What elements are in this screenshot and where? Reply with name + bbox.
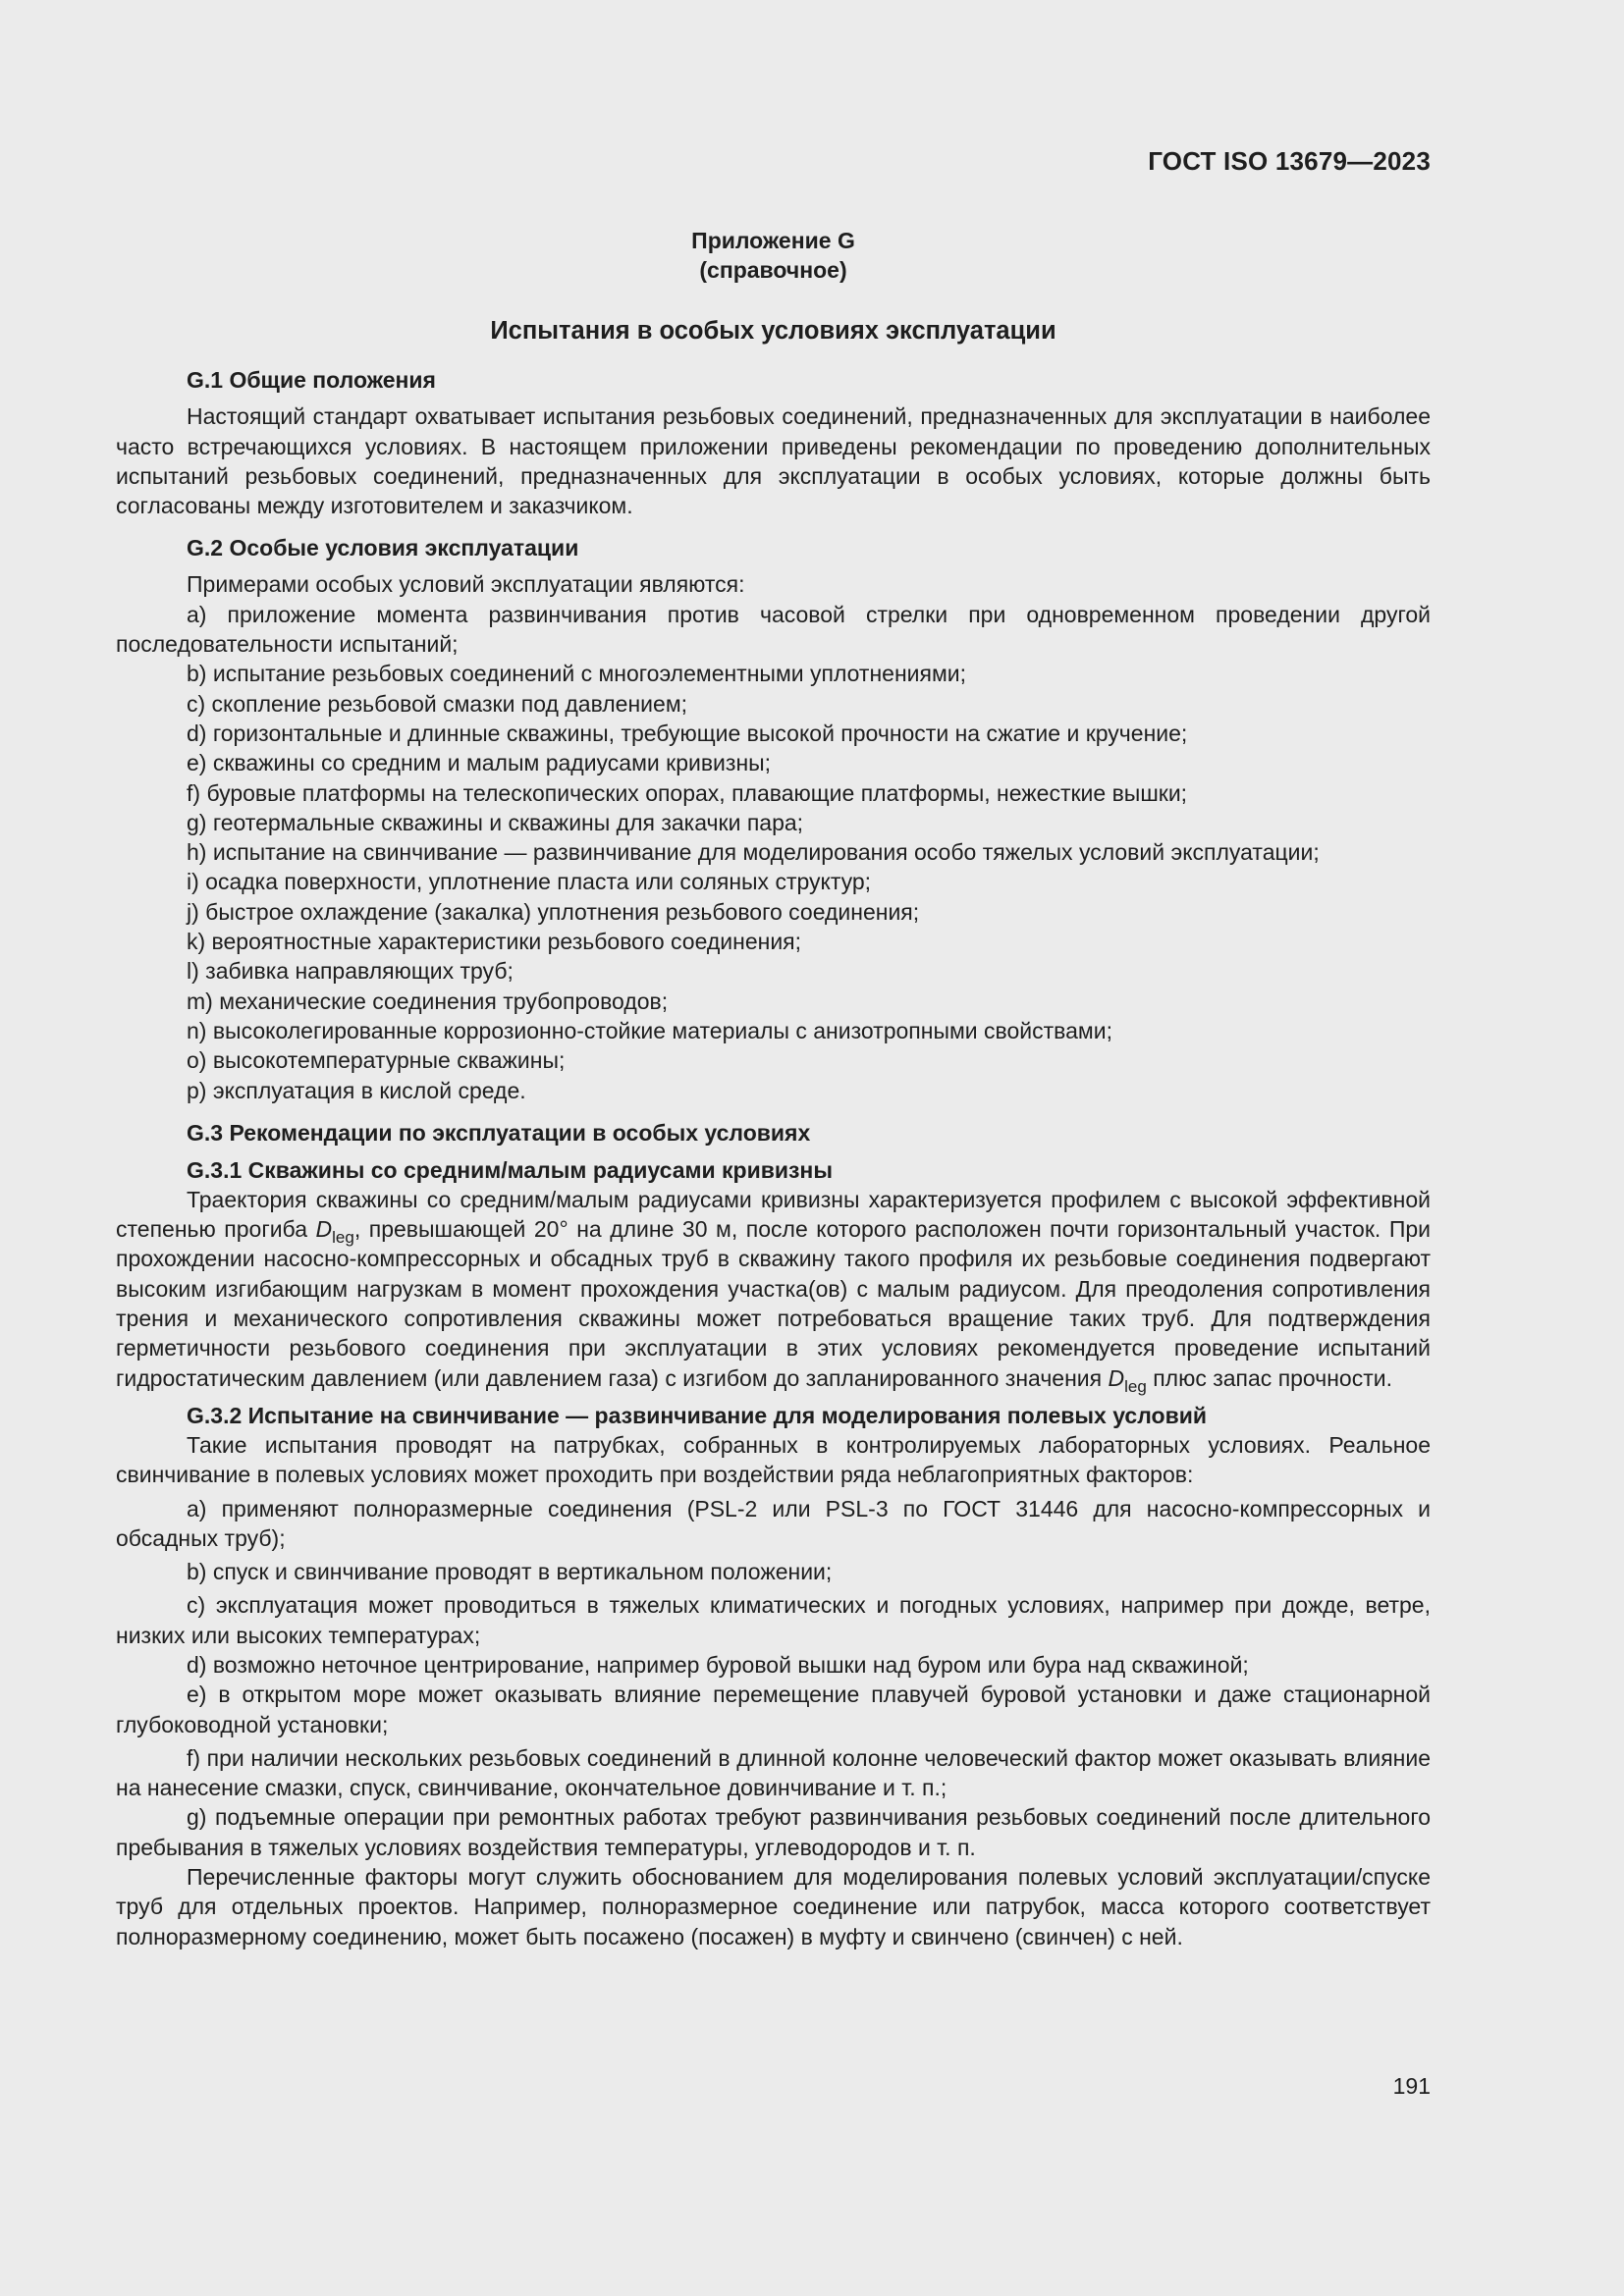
field-factors-list [116,1494,1431,1863]
list-item: g) геотермальные скважины и скважины для закачки пара; [187,809,804,835]
list-item: f) буровые платформы на телескопических опорах, плавающие платформы, нежесткие вышки; [187,779,1188,806]
document-designation: ГОСТ ISO 13679—2023 [1148,146,1431,176]
page-title: Испытания в особых условиях эксплуатации [490,317,1056,345]
appendix-heading [116,226,1431,285]
list-item: b) спуск и свинчивание проводят в вертикальном положении; [187,1559,833,1585]
list-item: i) осадка поверхности, уплотнение пласта или соляных структур; [187,869,872,895]
list-item: j) быстрое охлаждение (закалка) уплотнения резьбового соединения; [187,898,920,925]
section-g2-intro: Примерами особых условий эксплуатации являются: [187,571,745,598]
list-item: o) высокотемпературные скважины; [187,1047,566,1074]
list-item: d) возможно неточное центрирование, например буровой вышки над буром или бура над скважиной; [187,1651,1249,1678]
list-item: l) забивка направляющих труб; [187,958,514,985]
page-number: 191 [1392,2073,1431,2099]
list-item: c) скопление резьбовой смазки под давлением; [187,690,688,717]
appendix-label: Приложение G [691,228,855,253]
list-item: d) горизонтальные и длинные скважины, требующие высокой прочности на сжатие и кручение; [187,720,1188,746]
list-item: n) высоколегированные коррозионно-стойкие материалы с анизотропными свойствами; [187,1017,1112,1043]
list-item: b) испытание резьбовых соединений с многоэлементными уплотнениями; [187,661,967,687]
section-g31-text: Траектория скважины со средним/малым радиусами кривизны характеризуется профилем с высокой эффективной степенью прогиба $D_{leg}$, превышающей 20° на длине 30 м, после которого расположен почти горизонтальный участок. При прохождении насосно-компрессорных и обсадных труб в скважину такого профиля их резьбовые соединения подвергают высоким изгибающим нагрузкам в момент прохождения участка(ов) с малым радиусом. Для преодоления сопротивления трения и механического сопротивления скважины может потребоваться вращение таких труб. Для подтверждения герметичности резьбового соединения при эксплуатации в этих условиях рекомендуется проведение испытаний гидростатическим давлением (или давлением газа) с изгибом до запланированного значения $D_{leg}$ плюс запас прочности. [116,1186,1431,1396]
section-g1-heading: G.1 Общие положения [187,367,436,394]
list-item: a) приложение момента развинчивания против часовой стрелки при одновременном проведении другой последовательности испытаний; [116,601,1431,658]
section-g3-heading: G.3 Рекомендации по эксплуатации в особых условиях [187,1119,811,1146]
section-g31-heading: G.3.1 Скважины со средним/малым радиусами кривизны [187,1156,833,1183]
list-item: p) эксплуатация в кислой среде. [187,1077,526,1103]
list-item: e) скважины со средним и малым радиусами кривизны; [187,750,772,776]
section-g32-conclusion: Перечисленные факторы могут служить обоснованием для моделирования полевых условий эксплуатации/спуске труб для отдельных проектов. Например, полноразмерное соединение или патрубок, масса которого соответствует полноразмерному соединению, может быть посажено (посажен) в муфту и свинчено (свинчен) с ней. [116,1864,1431,1949]
special-conditions-list [116,600,1431,1105]
list-item: f) при наличии нескольких резьбовых соединений в длинной колонне человеческий фактор может оказывать влияние на нанесение смазки, спуск, свинчивание, окончательное довинчивание и т. п.; [116,1744,1431,1801]
list-item: e) в открытом море может оказывать влияние перемещение плавучей буровой установки и даже стационарной глубоководной установки; [116,1682,1431,1737]
page-content [116,226,1431,1951]
list-item: a) применяют полноразмерные соединения (PSL-2 или PSL-3 по ГОСТ 31446 для насосно-компрессорных и обсадных труб); [116,1495,1431,1551]
list-item: k) вероятностные характеристики резьбового соединения; [187,929,802,955]
section-g1-text: Настоящий стандарт охватывает испытания резьбовых соединений, предназначенных для эксплуатации в наиболее часто встречающихся условиях. В настоящем приложении приведены рекомендации по проведению дополнительных испытаний резьбовых соединений, предназначенных для эксплуатации в особых условиях, которые должны быть согласованы между изготовителем и заказчиком. [116,403,1431,519]
list-item: m) механические соединения трубопроводов; [187,988,669,1014]
section-g32-intro: Такие испытания проводят на патрубках, собранных в контролируемых лабораторных условиях. Реальное свинчивание в полевых условиях может проходить при воздействии ряда неблагоприятных факторов: [116,1431,1431,1488]
appendix-type: (справочное) [699,257,847,283]
list-item: h) испытание на свинчивание — развинчивание для моделирования особо тяжелых условий эксплуатации; [187,839,1320,866]
section-g32-heading: G.3.2 Испытание на свинчивание — развинчивание для моделирования полевых условий [187,1402,1207,1428]
list-item: c) эксплуатация может проводиться в тяжелых климатических и погодных условиях, например при дожде, ветре, низких или высоких температурах; [116,1592,1431,1648]
section-g2-heading: G.2 Особые условия эксплуатации [187,535,579,561]
list-item: g) подъемные операции при ремонтных работах требуют развинчивания резьбовых соединений после длительного пребывания в тяжелых условиях воздействия температуры, углеводородов и т. п. [116,1804,1431,1860]
